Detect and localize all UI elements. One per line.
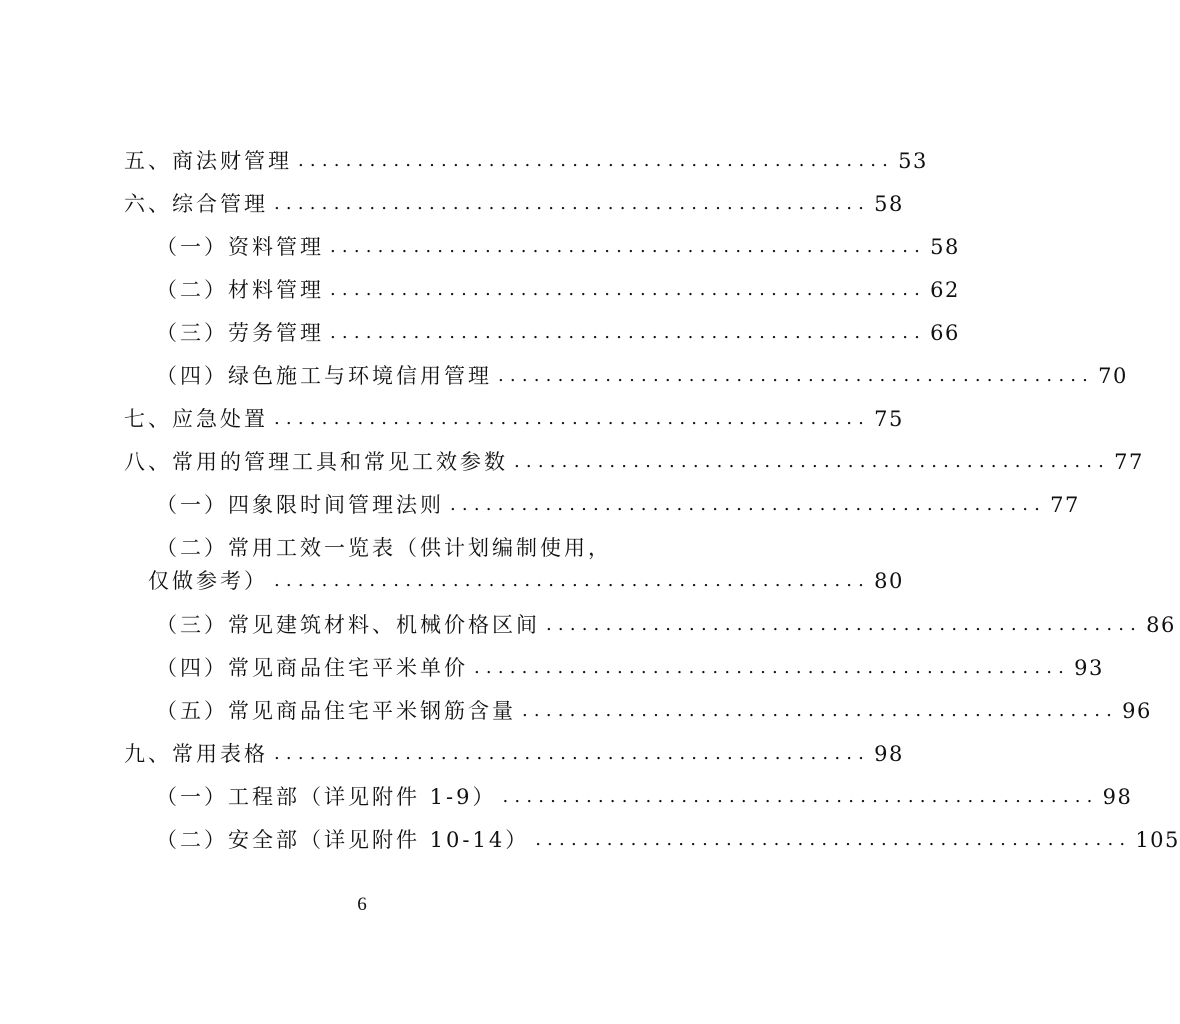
toc-page-number: 77	[1114, 450, 1144, 474]
toc-page-number: 70	[1098, 364, 1128, 388]
toc-entry-title: （二）材料管理	[156, 278, 324, 302]
toc-entry-title: （四）绿色施工与环境信用管理	[156, 364, 492, 388]
toc-entry-title: （五）常见商品住宅平米钢筋含量	[156, 699, 516, 723]
toc-entry-title: （四）常见商品住宅平米单价	[156, 656, 468, 680]
toc-page-number: 98	[1102, 785, 1133, 809]
toc-entry-safety-dept[interactable]	[156, 824, 1180, 856]
toc-entry-title: 八、常用的管理工具和常见工效参数	[124, 450, 508, 474]
toc-entry-data-management[interactable]	[156, 231, 960, 263]
toc-leader-dots: ..................................................	[274, 570, 871, 591]
toc-leader-dots: ..................................................	[546, 614, 1143, 635]
toc-page-number: 86	[1146, 613, 1176, 637]
toc-entry-common-forms[interactable]	[124, 738, 904, 770]
toc-entry-title: 仅做参考）	[148, 569, 268, 593]
toc-entry-efficiency-table-line1[interactable]	[156, 532, 612, 564]
toc-entry-title: （一）四象限时间管理法则	[156, 493, 444, 517]
toc-page-number: 58	[874, 192, 904, 216]
toc-entry-efficiency-table-line2[interactable]	[148, 565, 904, 597]
toc-page-number: 66	[930, 321, 960, 345]
toc-entry-commercial-legal-finance[interactable]	[124, 145, 928, 177]
toc-page-number: 62	[930, 278, 960, 302]
toc-entry-rebar-content[interactable]	[156, 695, 1152, 727]
toc-entry-emergency-response[interactable]	[124, 403, 904, 435]
toc-entry-title: （一）资料管理	[156, 235, 324, 259]
toc-entry-management-tools[interactable]	[124, 446, 1144, 478]
toc-page-number: 53	[898, 149, 928, 173]
toc-entry-four-quadrant[interactable]	[156, 489, 1080, 521]
toc-entry-title: 九、常用表格	[124, 742, 268, 766]
toc-leader-dots: ..................................................	[522, 700, 1119, 721]
toc-leader-dots: ..................................................	[274, 743, 871, 764]
toc-page-number: 80	[874, 569, 904, 593]
toc-leader-dots: ..................................................	[498, 365, 1095, 386]
toc-entry-title: 七、应急处置	[124, 407, 268, 431]
toc-entry-title: （一）工程部（详见附件 1-9）	[156, 785, 497, 809]
toc-page-number: 105	[1135, 828, 1180, 852]
toc-page-number: 96	[1122, 699, 1152, 723]
toc-leader-dots: ..................................................	[298, 150, 895, 171]
toc-entry-green-construction[interactable]	[156, 360, 1128, 392]
toc-leader-dots: ..................................................	[330, 236, 927, 257]
toc-leader-dots: ..................................................	[535, 829, 1132, 850]
toc-entry-engineering-dept[interactable]	[156, 781, 1133, 813]
toc-page-number: 98	[874, 742, 904, 766]
toc-entry-comprehensive-management[interactable]	[124, 188, 904, 220]
toc-leader-dots: ..................................................	[274, 193, 871, 214]
toc-leader-dots: ..................................................	[502, 786, 1099, 807]
toc-entry-title: （三）常见建筑材料、机械价格区间	[156, 613, 540, 637]
toc-leader-dots: ..................................................	[450, 494, 1047, 515]
toc-page-number: 58	[930, 235, 960, 259]
toc-page-number: 77	[1050, 493, 1080, 517]
toc-leader-dots: ..................................................	[474, 657, 1071, 678]
toc-entry-title: （二）常用工效一览表（供计划编制使用，	[156, 536, 612, 560]
toc-leader-dots: ..................................................	[330, 322, 927, 343]
toc-entry-material-management[interactable]	[156, 274, 960, 306]
toc-page-number: 93	[1074, 656, 1104, 680]
toc-leader-dots: ..................................................	[330, 279, 927, 300]
toc-entry-title: （三）劳务管理	[156, 321, 324, 345]
toc-entry-housing-unit-price[interactable]	[156, 652, 1104, 684]
toc-entry-title: 六、综合管理	[124, 192, 268, 216]
toc-entry-labor-management[interactable]	[156, 317, 960, 349]
toc-entry-material-prices[interactable]	[156, 609, 1176, 641]
toc-entry-title: （二）安全部（详见附件 10-14）	[156, 828, 530, 852]
toc-leader-dots: ..................................................	[514, 451, 1111, 472]
toc-entry-title: 五、商法财管理	[124, 149, 292, 173]
page-number-footer: 6	[357, 894, 367, 915]
toc-leader-dots: ..................................................	[274, 408, 871, 429]
toc-page-number: 75	[874, 407, 904, 431]
